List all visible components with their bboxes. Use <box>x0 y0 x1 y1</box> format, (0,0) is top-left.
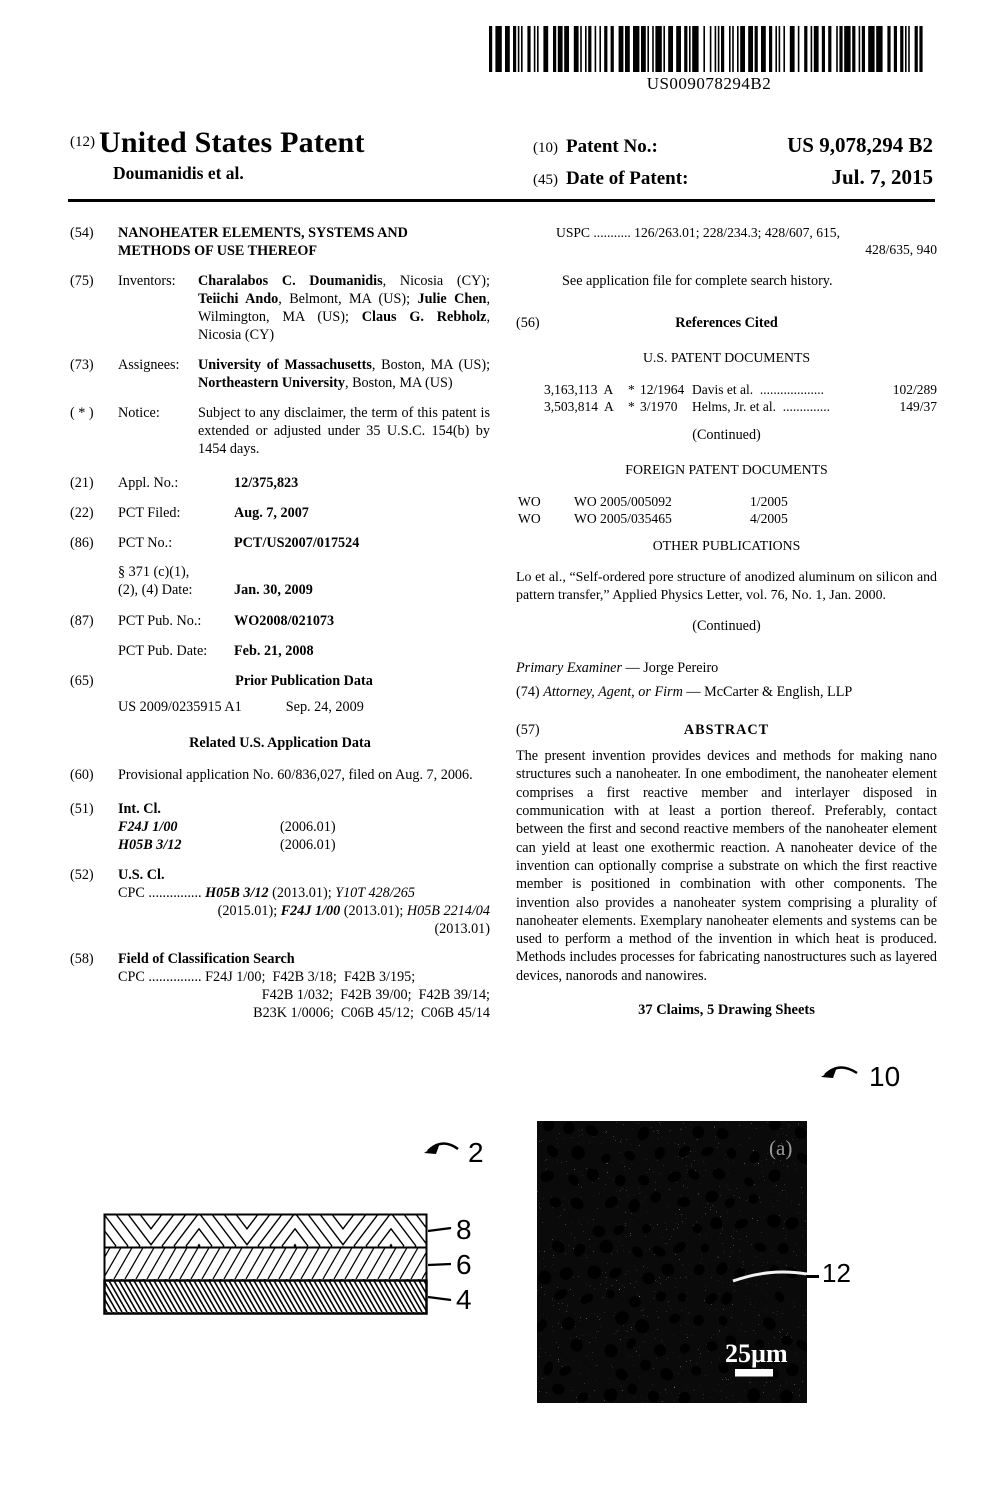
country-code: WO <box>518 511 541 527</box>
field-num: (60) <box>70 766 94 783</box>
field-num: (22) <box>70 505 94 522</box>
int-cl-version: (2006.01) <box>280 818 336 835</box>
layer-6-interlayer <box>105 1248 427 1281</box>
field-num: ( * ) <box>70 405 94 422</box>
doc-date: 1/2005 <box>750 493 788 509</box>
doc-class: 149/37 <box>899 399 937 415</box>
doc-date: 12/1964 <box>640 382 685 398</box>
figure-2-label: 2 <box>468 1137 484 1168</box>
foreign-docs-heading: FOREIGN PATENT DOCUMENTS <box>625 462 828 478</box>
field-search-heading: Field of Classification Search <box>118 950 295 967</box>
left-column <box>70 224 490 1034</box>
sect-371-line: § 371 (c)(1), <box>118 564 190 581</box>
inventor-name: Julie Chen <box>417 291 487 308</box>
layer-8-label: 8 <box>456 1214 472 1245</box>
inventor-name: Charalabos C. Doumanidis <box>198 273 383 290</box>
pct-pub-no-value: WO2008/021073 <box>234 612 335 629</box>
us-patent-docs-table <box>544 381 937 415</box>
table-row <box>544 398 937 415</box>
cpc-code: Y10T 428/265 <box>335 884 415 901</box>
barcode-bars <box>489 26 929 72</box>
search-cpc-line-2: F42B 1/032; F42B 39/00; F42B 39/14; <box>261 986 490 1003</box>
cpc-code: H05B 2214/04 <box>406 902 490 919</box>
field-num: (58) <box>70 950 94 967</box>
scale-bar <box>735 1369 773 1377</box>
cpc-version: (2013.01); <box>340 902 407 919</box>
int-cl-heading: Int. Cl. <box>118 800 161 817</box>
doc-star: * <box>628 399 635 415</box>
search-cpc-line-3: B23K 1/0006; C06B 45/12; C06B 45/14 <box>253 1005 490 1021</box>
continued-note: (Continued) <box>692 427 761 444</box>
prior-pub-heading: Prior Publication Data <box>235 672 373 689</box>
inventors-label: Inventors: <box>118 273 176 290</box>
date-label: Date of Patent: <box>566 168 689 189</box>
field-num: (54) <box>70 225 94 241</box>
scale-bar-text: 25µm <box>725 1339 788 1368</box>
field-56-references <box>516 314 937 332</box>
doc-star: * <box>628 382 635 398</box>
sem-micrograph <box>537 1121 807 1403</box>
us-cl-heading: U.S. Cl. <box>118 866 165 883</box>
uspc-line-2: 428/635, 940 <box>865 242 937 258</box>
patent-no-label: Patent No.: <box>566 136 658 157</box>
assignee-location: , Boston, MA (US); <box>371 357 491 374</box>
patent-number-row <box>533 133 933 158</box>
assignee-name: Northeastern University <box>198 375 345 392</box>
int-cl-version: (2006.01) <box>280 836 336 853</box>
layer-4-label: 4 <box>456 1284 472 1315</box>
prior-pub-number: US 2009/0235915 A1 <box>118 698 242 715</box>
document-kind-title <box>70 126 365 160</box>
assignees-label: Assignees: <box>118 357 180 374</box>
layer-4-second-reactive-member <box>105 1281 427 1314</box>
examiner-name: — Jorge Pereiro <box>622 659 719 676</box>
country-code: WO <box>518 493 541 509</box>
doc-number: 3,163,113 A <box>544 382 614 398</box>
field-num: (56) <box>516 314 540 331</box>
references-heading: References Cited <box>675 314 778 331</box>
patent-no-value: US 9,078,294 B2 <box>787 133 933 157</box>
table-row <box>544 381 937 398</box>
invention-title-line2: METHODS OF USE THEREOF <box>118 243 318 260</box>
field-87-pct-pub <box>70 612 490 660</box>
figure-10-label: 10 <box>869 1061 901 1092</box>
pct-filed-value: Aug. 7, 2007 <box>234 505 309 522</box>
cpc-version: (2013.01); <box>268 884 336 901</box>
field-51-int-cl <box>70 800 490 854</box>
pct-no-label: PCT No.: <box>118 535 173 552</box>
field-75-inventors <box>70 272 490 344</box>
assignee-name: University of Massachusetts <box>198 357 372 374</box>
doc-class: 102/289 <box>892 382 937 398</box>
patent-date-row <box>533 165 933 190</box>
pct-pub-date-value: Feb. 21, 2008 <box>234 642 314 659</box>
layer-8-first-reactive-member <box>105 1215 427 1248</box>
sect-371-date-value: Jan. 30, 2009 <box>234 582 313 599</box>
bibliographic-columns <box>70 224 937 1034</box>
doc-name: Helms, Jr. et al. .............. <box>692 399 830 415</box>
header-left <box>70 126 365 184</box>
examiner-label: Primary Examiner <box>516 659 622 676</box>
abstract-heading: ABSTRACT <box>683 721 770 738</box>
doc-date: 4/2005 <box>750 511 788 527</box>
page-title: United States Patent <box>99 126 365 159</box>
assignee-location: , Boston, MA (US) <box>344 375 453 392</box>
other-publications-heading: OTHER PUBLICATIONS <box>652 538 801 554</box>
int-cl-code: F24J 1/00 <box>118 818 178 835</box>
cpc-line-1 <box>118 884 490 902</box>
date-tag: (45) <box>533 172 558 188</box>
field-num: (74) <box>516 683 544 700</box>
field-num: (87) <box>70 612 94 629</box>
pct-no-value: PCT/US2007/017524 <box>234 535 360 552</box>
table-row <box>518 493 937 510</box>
foreign-docs-table <box>518 493 937 528</box>
abstract-text: The present invention provides devices and methods for making nano structures such a nanoheater. In one embodiment, the nanoheater element comprises a first reactive member and interlayer disposed in communication with at least a portion thereof. Preferably, contact between the first and second reactive members of the nanoheater element can yield at least one exothermic reaction. A nanoheater device of the invention can optionally comprise a substrate on which the first reactive member is positioned in combination with other components. The invention also provides a nanoheater system comprising a plurality of nanoheater elements. Exemplary nanoheater elements and systems can be used to perform a method of the invention in which heat is produced. Methods includes processes for fabricating nanostructures such as layered devices, nanorods and nanowires. <box>516 748 937 984</box>
field-58-classification-search <box>70 950 490 1022</box>
related-data-heading: Related U.S. Application Data <box>189 734 371 751</box>
figure-2-pointer <box>418 1132 498 1172</box>
field-num: (75) <box>70 273 94 290</box>
provisional-text: Provisional application No. 60/836,027, filed on Aug. 7, 2006. <box>118 766 473 783</box>
doc-number: WO 2005/005092 <box>574 493 672 509</box>
cpc-prefix: CPC ............... <box>118 884 206 901</box>
feature-12-label: 12 <box>822 1258 851 1288</box>
continued-note: (Continued) <box>692 617 761 634</box>
cpc-code: F24J 1/00 <box>280 902 341 919</box>
first-inventor-name: Doumanidis et al. <box>113 163 244 183</box>
cpc-line-3: (2013.01) <box>434 920 490 937</box>
field-52-us-cl <box>70 866 490 938</box>
cpc-line-2 <box>118 902 490 920</box>
barcode <box>489 26 929 94</box>
inventor-location: , Wilmington, MA (US); <box>198 291 490 326</box>
layer-6-label: 6 <box>456 1249 472 1280</box>
inventors-list <box>198 272 490 344</box>
barcode-number: US009078294B2 <box>646 74 772 93</box>
doc-number: WO 2005/035465 <box>574 511 672 527</box>
pct-pub-no-label: PCT Pub. No.: <box>118 612 202 629</box>
search-history-note: See application file for complete search history. <box>562 272 833 289</box>
other-publication-citation: Lo et al., “Self-ordered pore structure of anodized aluminum on silicon and pattern transfer,” Applied Physics Letter, vol. 76, No. 1, Jan. 2000. <box>516 569 937 604</box>
kind-code: (12) <box>70 134 95 150</box>
field-57-abstract <box>516 721 937 739</box>
cpc-version: (2015.01); <box>217 902 281 919</box>
figure-10-pointer <box>815 1056 915 1096</box>
inventor-name: Teiichi Ando <box>198 291 279 308</box>
layer-stack-diagram <box>103 1213 483 1323</box>
int-cl-code: H05B 3/12 <box>118 836 182 853</box>
field-21-appl-no <box>70 474 490 492</box>
attorney-label: Attorney, Agent, or Firm <box>543 683 683 700</box>
field-num: (86) <box>70 535 94 552</box>
field-num: (21) <box>70 475 94 492</box>
field-65-prior-pub <box>70 672 490 716</box>
field-22-pct-filed <box>70 504 490 522</box>
field-num: (57) <box>516 721 540 738</box>
primary-examiner-line <box>516 659 937 677</box>
assignees-list <box>198 356 490 392</box>
uspc-line-1: USPC ........... 126/263.01; 228/234.3; 428/607, 615, <box>556 225 840 240</box>
pct-pub-date-label: PCT Pub. Date: <box>118 642 208 659</box>
inventor-location: , Nicosia (CY) <box>198 309 491 344</box>
field-73-assignees <box>70 356 490 392</box>
appl-no-value: 12/375,823 <box>234 475 299 492</box>
field-86-pct-no <box>70 534 490 599</box>
int-cl-row <box>118 836 490 854</box>
us-patent-docs-heading: U.S. PATENT DOCUMENTS <box>642 349 811 365</box>
field-54-title <box>70 224 490 260</box>
field-60-provisional <box>70 766 490 784</box>
uspc-block <box>556 224 937 259</box>
attorney-name: — McCarter & English, LLP <box>682 683 853 700</box>
inventor-location: , Nicosia (CY); <box>382 273 490 290</box>
field-notice <box>70 404 490 458</box>
pct-filed-label: PCT Filed: <box>118 505 181 522</box>
doc-date: 3/1970 <box>640 399 678 415</box>
inventor-name: Claus G. Rebholz <box>361 309 487 326</box>
sect-371-date-label: (2), (4) Date: <box>118 582 193 599</box>
patent-no-tag: (10) <box>533 140 558 156</box>
micrograph-panel-label: (a) <box>769 1136 793 1160</box>
notice-label: Notice: <box>118 405 160 422</box>
feature-12-dash <box>806 1275 819 1278</box>
int-cl-row <box>118 818 490 836</box>
date-value: Jul. 7, 2015 <box>831 165 933 189</box>
inventor-location: , Belmont, MA (US); <box>278 291 418 308</box>
right-column <box>516 224 937 1034</box>
appl-no-label: Appl. No.: <box>118 475 179 492</box>
field-num: (51) <box>70 800 94 817</box>
claims-summary: 37 Claims, 5 Drawing Sheets <box>638 1002 815 1019</box>
table-row <box>518 510 937 527</box>
field-num: (52) <box>70 866 94 883</box>
doc-name: Davis et al. ................... <box>692 382 824 398</box>
cpc-code: H05B 3/12 <box>205 884 269 901</box>
doc-number: 3,503,814 A <box>544 399 614 415</box>
field-num: (73) <box>70 357 94 374</box>
invention-title-line1: NANOHEATER ELEMENTS, SYSTEMS AND <box>118 225 408 241</box>
prior-pub-date: Sep. 24, 2009 <box>285 698 364 715</box>
notice-text: Subject to any disclaimer, the term of this patent is extended or adjusted under 35 U.S.C. 154(b) by 1454 days. <box>198 405 490 458</box>
header-divider <box>68 199 935 202</box>
header-right <box>533 133 933 190</box>
field-num: (65) <box>70 672 94 689</box>
search-cpc-line-1: CPC ............... F24J 1/00; F42B 3/18; F42B 3/195; <box>118 968 416 985</box>
attorney-line <box>516 683 937 701</box>
